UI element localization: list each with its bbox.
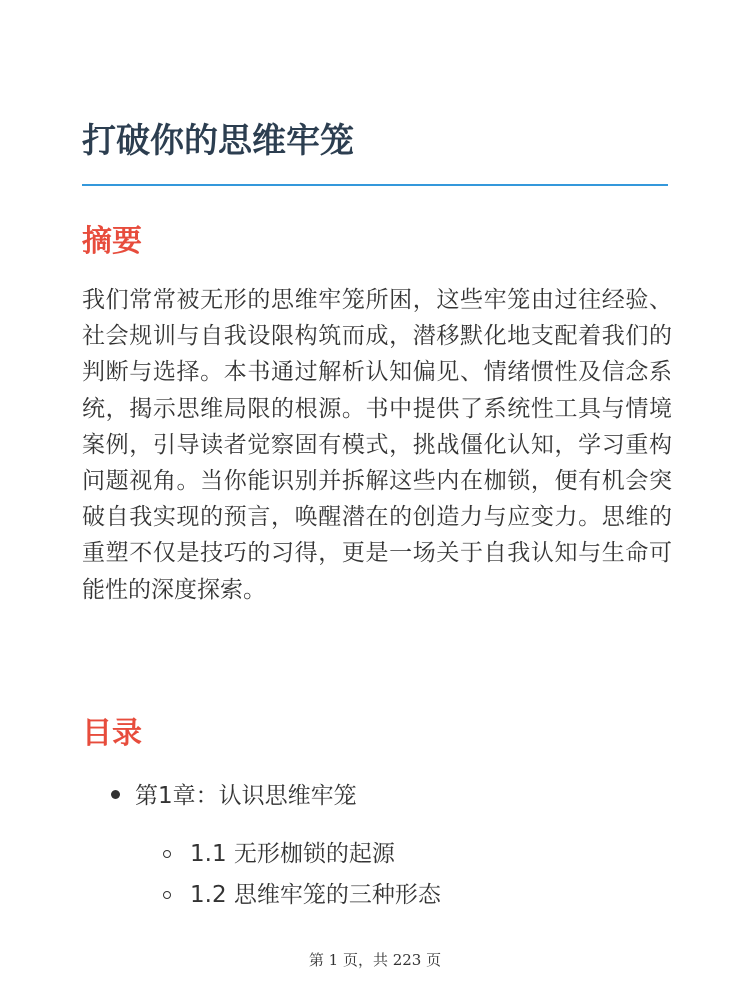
bullet-disc-icon (111, 790, 120, 799)
bullet-circle-icon (163, 891, 171, 899)
toc-chapter-label: 第1章：认识思维牢笼 (135, 783, 357, 809)
title-divider (82, 184, 668, 186)
toc-section-label: 1.2 思维牢笼的三种形态 (190, 882, 441, 908)
book-title: 打破你的思维牢笼 (82, 121, 354, 161)
toc-section-label: 1.1 无形枷锁的起源 (190, 841, 395, 867)
abstract-heading: 摘要 (82, 224, 142, 259)
toc-heading: 目录 (82, 716, 142, 751)
abstract-paragraph: 我们常常被无形的思维牢笼所困，这些牢笼由过往经验、社会规训与自我设限构筑而成，潜移默化地支配着我们的判断与选择。本书通过解析认知偏见、情绪惯性及信念系统，揭示思维局限的根源。书中提供了系统性工具与情境案例，引导读者觉察固有模式，挑战僵化认知，学习重构问题视角。当你能识别并拆解这些内在枷锁，便有机会突破自我实现的预言，唤醒潜在的创造力与应变力。思维的重塑不仅是技巧的习得，更是一场关于自我认知与生命可能性的深度探索。 (82, 287, 672, 603)
bullet-circle-icon (163, 850, 171, 858)
page-indicator: 第 1 页，共 223 页 (308, 951, 442, 969)
